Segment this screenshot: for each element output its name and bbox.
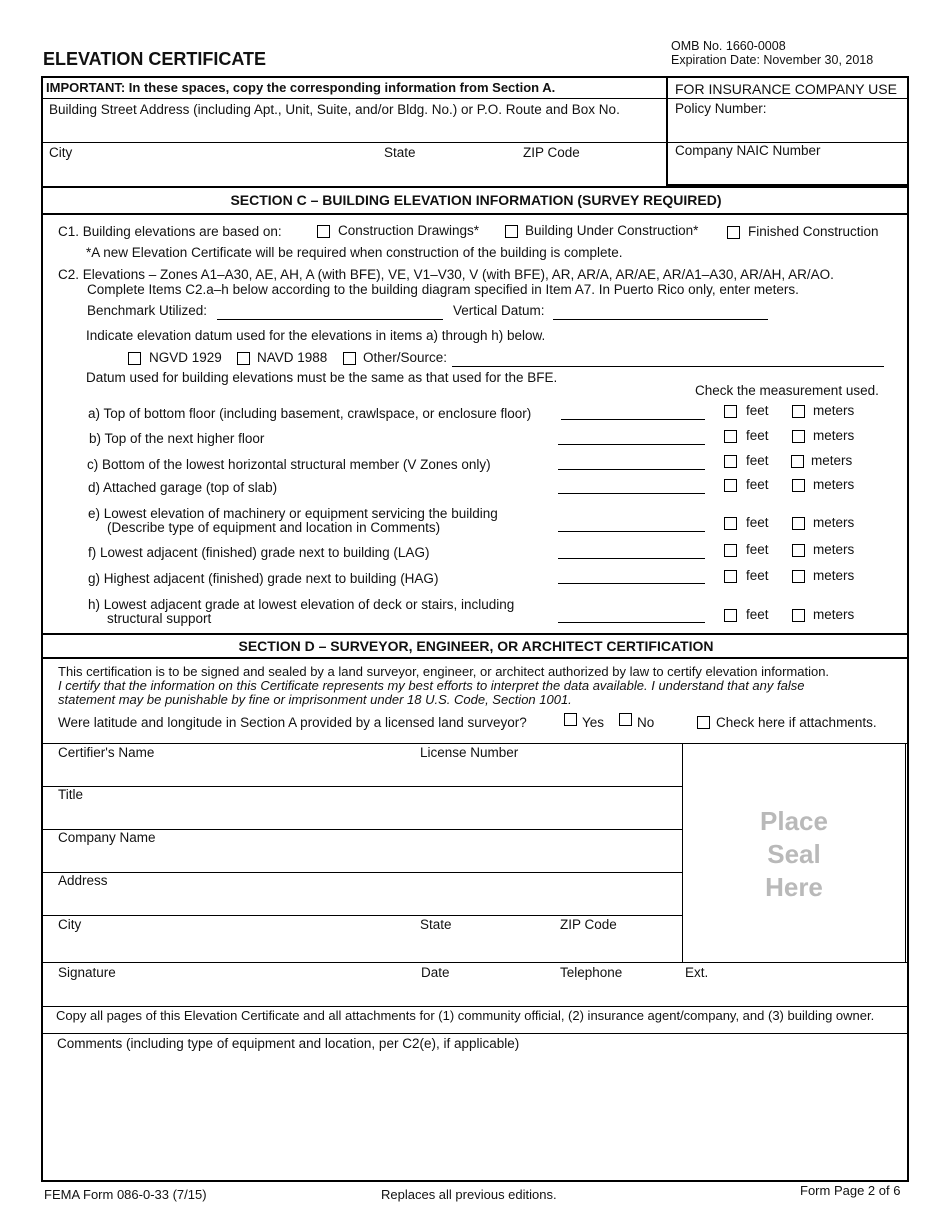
vertical-datum-label: Vertical Datum: bbox=[453, 303, 545, 318]
omb-number: OMB No. 1660-0008 bbox=[671, 39, 786, 53]
signature-label: Signature bbox=[58, 965, 116, 980]
certifier-name-label: Certifier's Name bbox=[58, 745, 155, 760]
item-a-meters-checkbox[interactable] bbox=[792, 405, 805, 418]
item-h-label-2: structural support bbox=[107, 611, 212, 626]
extension-field[interactable] bbox=[683, 983, 905, 1003]
item-h-label: h) Lowest adjacent grade at lowest elevation of deck or stairs, including bbox=[88, 597, 515, 612]
street-address-field[interactable] bbox=[44, 120, 664, 140]
item-b-field[interactable] bbox=[558, 444, 705, 445]
section-d-heading: SECTION D – SURVEYOR, ENGINEER, OR ARCHITECT CERTIFICATION bbox=[238, 638, 714, 654]
item-c-field[interactable] bbox=[558, 469, 705, 470]
section-c-heading: SECTION C – BUILDING ELEVATION INFORMATION (SURVEY REQUIRED) bbox=[230, 192, 722, 208]
latlong-no-label: No bbox=[637, 715, 655, 730]
item-b-label: b) Top of the next higher floor bbox=[89, 431, 265, 446]
item-d-meters-checkbox[interactable] bbox=[792, 479, 805, 492]
item-c-label: c) Bottom of the lowest horizontal structural member (V Zones only) bbox=[87, 457, 491, 472]
item-c-feet-checkbox[interactable] bbox=[724, 455, 737, 468]
c1-label: C1. Building elevations are based on: bbox=[58, 224, 282, 239]
item-g-feet-checkbox[interactable] bbox=[724, 570, 737, 583]
item-f-feet-label: feet bbox=[746, 542, 769, 557]
item-g-meters-checkbox[interactable] bbox=[792, 570, 805, 583]
item-g-meters-label: meters bbox=[813, 568, 855, 583]
item-h-field[interactable] bbox=[558, 622, 705, 623]
important-note: IMPORTANT: In these spaces, copy the corresponding information from Section A. bbox=[46, 80, 556, 95]
item-e-meters-label: meters bbox=[813, 515, 855, 530]
certifier-name-field[interactable] bbox=[44, 762, 404, 784]
c2-line1: C2. Elevations – Zones A1–A30, AE, AH, A (with BFE), VE, V1–V30, V (with BFE), AR, AR/A, AR/AE, AR/A1–A30, AR/AH, AR/AO. bbox=[58, 267, 834, 282]
naic-number-label: Company NAIC Number bbox=[675, 143, 821, 158]
company-name-label: Company Name bbox=[58, 830, 156, 845]
item-b-meters-label: meters bbox=[813, 428, 855, 443]
item-f-meters-label: meters bbox=[813, 542, 855, 557]
item-h-feet-label: feet bbox=[746, 607, 769, 622]
building-under-construction-checkbox[interactable] bbox=[505, 225, 518, 238]
other-source-checkbox[interactable] bbox=[343, 352, 356, 365]
state-label: State bbox=[384, 145, 416, 160]
attachments-checkbox[interactable] bbox=[697, 716, 710, 729]
latlong-yes-label: Yes bbox=[582, 715, 605, 730]
item-e-feet-label: feet bbox=[746, 515, 769, 530]
policy-number-field[interactable] bbox=[668, 118, 906, 140]
signature-field[interactable] bbox=[44, 983, 404, 1003]
item-a-field[interactable] bbox=[561, 419, 705, 420]
form-title: ELEVATION CERTIFICATE bbox=[43, 49, 266, 69]
title-label: Title bbox=[58, 787, 84, 802]
building-under-construction-label: Building Under Construction* bbox=[525, 223, 699, 238]
item-f-feet-checkbox[interactable] bbox=[724, 544, 737, 557]
item-b-feet-checkbox[interactable] bbox=[724, 430, 737, 443]
other-source-field[interactable] bbox=[452, 366, 884, 367]
item-h-feet-checkbox[interactable] bbox=[724, 609, 737, 622]
date-label: Date bbox=[421, 965, 450, 980]
item-c-feet-label: feet bbox=[746, 453, 769, 468]
finished-construction-checkbox[interactable] bbox=[727, 226, 740, 239]
insurance-use-heading: FOR INSURANCE COMPANY USE bbox=[675, 81, 897, 97]
benchmark-label: Benchmark Utilized: bbox=[87, 303, 208, 318]
item-a-label: a) Top of bottom floor (including basement, crawlspace, or enclosure floor) bbox=[88, 406, 532, 421]
construction-drawings-label: Construction Drawings* bbox=[338, 223, 480, 238]
item-h-meters-checkbox[interactable] bbox=[792, 609, 805, 622]
navd-1988-label: NAVD 1988 bbox=[257, 350, 328, 365]
item-d-feet-label: feet bbox=[746, 477, 769, 492]
street-address-label: Building Street Address (including Apt., Unit, Suite, and/or Bldg. No.) or P.O. Route and Box No. bbox=[49, 102, 620, 117]
certification-italic-2: statement may be punishable by fine or imprisonment under 18 U.S. Code, Section 1001. bbox=[58, 692, 572, 707]
certification-text: This certification is to be signed and sealed by a land surveyor, engineer, or architect authorized by law to certify elevation information. bbox=[58, 664, 830, 679]
vertical-datum-field[interactable] bbox=[553, 319, 768, 320]
zip-label: ZIP Code bbox=[523, 145, 580, 160]
item-b-feet-label: feet bbox=[746, 428, 769, 443]
item-d-feet-checkbox[interactable] bbox=[724, 479, 737, 492]
navd-1988-checkbox[interactable] bbox=[237, 352, 250, 365]
naic-number-field[interactable] bbox=[668, 160, 906, 182]
c1-note: *A new Elevation Certificate will be required when construction of the building is complete. bbox=[86, 245, 623, 260]
certification-italic-1: I certify that the information on this Certificate represents my best efforts to interpret the data available. I understand that any false bbox=[58, 678, 805, 693]
certifier-city-state-zip-field[interactable] bbox=[44, 935, 680, 959]
item-g-label: g) Highest adjacent (finished) grade next to building (HAG) bbox=[88, 571, 439, 586]
item-a-feet-checkbox[interactable] bbox=[724, 405, 737, 418]
item-g-feet-label: feet bbox=[746, 568, 769, 583]
comments-field[interactable] bbox=[44, 1055, 906, 1177]
copy-note: Copy all pages of this Elevation Certificate and all attachments for (1) community official, (2) insurance agent/company, and (3) building owner. bbox=[56, 1008, 875, 1023]
datum-indicate-text: Indicate elevation datum used for the elevations in items a) through h) below. bbox=[86, 328, 546, 343]
page-number: Form Page 2 of 6 bbox=[800, 1183, 901, 1198]
seal-placeholder: Place Seal Here bbox=[760, 806, 828, 902]
other-source-label: Other/Source: bbox=[363, 350, 448, 365]
form-id: FEMA Form 086-0-33 (7/15) bbox=[44, 1187, 207, 1202]
certifier-zip-label: ZIP Code bbox=[560, 917, 617, 932]
certifier-state-label: State bbox=[420, 917, 452, 932]
city-state-zip-field[interactable] bbox=[44, 162, 664, 182]
item-f-label: f) Lowest adjacent (finished) grade next to building (LAG) bbox=[88, 545, 430, 560]
item-c-meters-checkbox[interactable] bbox=[791, 455, 804, 468]
telephone-label: Telephone bbox=[560, 965, 623, 980]
item-e-label-2: (Describe type of equipment and location in Comments) bbox=[107, 520, 441, 535]
item-e-field[interactable] bbox=[558, 531, 705, 532]
item-a-meters-label: meters bbox=[813, 403, 855, 418]
extension-label: Ext. bbox=[685, 965, 709, 980]
benchmark-field[interactable] bbox=[217, 319, 443, 320]
item-b-meters-checkbox[interactable] bbox=[792, 430, 805, 443]
replaces-note: Replaces all previous editions. bbox=[381, 1187, 557, 1202]
check-measurement-label: Check the measurement used. bbox=[695, 383, 879, 398]
ngvd-1929-checkbox[interactable] bbox=[128, 352, 141, 365]
license-number-field[interactable] bbox=[410, 762, 680, 784]
item-e-label: e) Lowest elevation of machinery or equipment servicing the building bbox=[88, 506, 498, 521]
item-a-feet-label: feet bbox=[746, 403, 769, 418]
c2-line2: Complete Items C2.a–h below according to the building diagram specified in Item A7. In Puerto Rico only, enter meters. bbox=[87, 282, 799, 297]
construction-drawings-checkbox[interactable] bbox=[317, 225, 330, 238]
license-number-label: License Number bbox=[420, 745, 519, 760]
item-d-field[interactable] bbox=[558, 493, 705, 494]
attachments-label: Check here if attachments. bbox=[716, 715, 877, 730]
item-d-meters-label: meters bbox=[813, 477, 855, 492]
item-f-meters-checkbox[interactable] bbox=[792, 544, 805, 557]
address-label: Address bbox=[58, 873, 108, 888]
item-h-meters-label: meters bbox=[813, 607, 855, 622]
latlong-no-checkbox[interactable] bbox=[619, 713, 632, 726]
certifier-city-label: City bbox=[58, 917, 82, 932]
item-c-meters-label: meters bbox=[811, 453, 853, 468]
latlong-yes-checkbox[interactable] bbox=[564, 713, 577, 726]
item-f-field[interactable] bbox=[558, 558, 705, 559]
telephone-field[interactable] bbox=[555, 983, 680, 1003]
finished-construction-label: Finished Construction bbox=[748, 224, 879, 239]
date-field[interactable] bbox=[412, 983, 552, 1003]
policy-number-label: Policy Number: bbox=[675, 101, 767, 116]
ngvd-1929-label: NGVD 1929 bbox=[149, 350, 222, 365]
item-e-meters-checkbox[interactable] bbox=[792, 517, 805, 530]
comments-label: Comments (including type of equipment and location, per C2(e), if applicable) bbox=[57, 1036, 520, 1051]
expiration-date: Expiration Date: November 30, 2018 bbox=[671, 53, 874, 67]
item-e-feet-checkbox[interactable] bbox=[724, 517, 737, 530]
latlong-question: Were latitude and longitude in Section A provided by a licensed land surveyor? bbox=[58, 715, 527, 730]
company-name-field[interactable] bbox=[44, 848, 680, 870]
item-g-field[interactable] bbox=[558, 583, 705, 584]
datum-note: Datum used for building elevations must be the same as that used for the BFE. bbox=[86, 370, 558, 385]
item-d-label: d) Attached garage (top of slab) bbox=[88, 480, 278, 495]
city-label: City bbox=[49, 145, 73, 160]
address-field[interactable] bbox=[44, 891, 680, 913]
title-field[interactable] bbox=[44, 805, 680, 827]
